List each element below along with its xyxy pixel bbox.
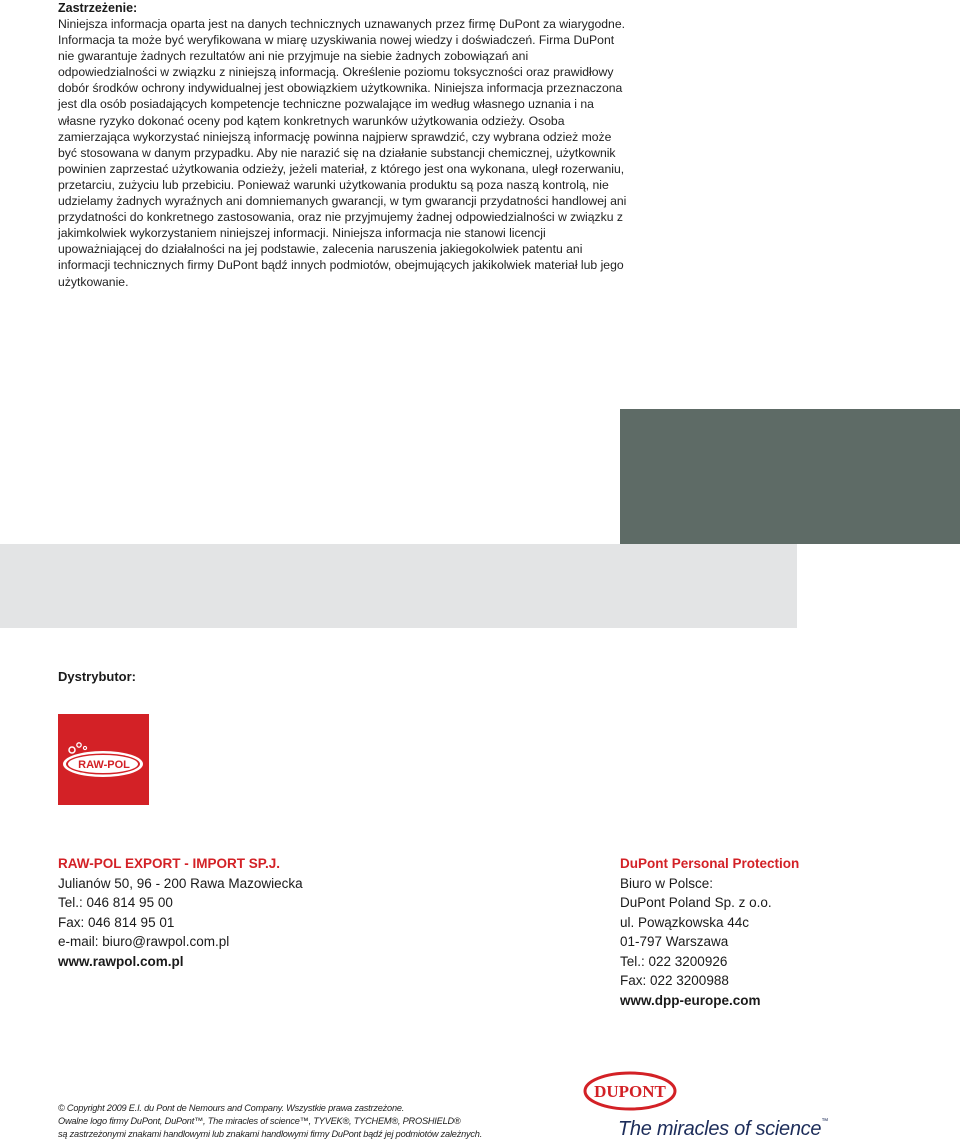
distributor-fax: Fax: 046 814 95 01 — [58, 914, 175, 930]
rawpol-logo-text: RAW-POL — [78, 759, 130, 771]
tagline-text: The miracles of science — [618, 1118, 822, 1140]
rawpol-logo-icon — [58, 714, 149, 805]
distributor-website-link[interactable]: www.rawpol.com.pl — [58, 953, 184, 969]
dupont-office-label: Biuro w Polsce: — [620, 875, 714, 891]
dupont-contact — [620, 854, 799, 1010]
disclaimer-section — [58, 0, 628, 290]
distributor-label: Dystrybutor: — [58, 669, 137, 684]
disclaimer-title: Zastrzeżenie: — [58, 1, 138, 15]
distributor-address — [58, 854, 303, 971]
copyright-line-3: są zastrzeżonymi znakami handlowymi lub znakami handlowymi firmy DuPont bądź jej podmiotów zależnych. — [58, 1129, 483, 1139]
dupont-street: ul. Powązkowska 44c — [620, 914, 750, 930]
dupont-company: DuPont Poland Sp. z o.o. — [620, 895, 772, 910]
copyright-notice — [58, 1102, 578, 1141]
disclaimer-body: Niniejsza informacja oparta jest na danych technicznych uznawanych przez firmę DuPont za wiarygodne. Informacja ta może być weryfikowana w miarę uzyskiwania nowej wiedzy i doświadczeń. Firma DuPont nie gwarantuje żadnych rezultatów ani nie przyjmuje na siebie żadnych zobowiązań ani odpowiedzialności w związku z niniejszą informacją. Określenie poziomu toksyczności oraz prawidłowy dobór środków ochrony indywidualnej jest obowiązkiem użytkownika. Niniejsza informacja przeznaczona jest dla osób posiadających kompetencje techniczne pozwalające im według własnego uznania i na własne ryzyko dokonać oceny pod kątem konkretnych warunków użytkowania odzieży. Osoba zamierzająca wykorzystać niniejszą informację powinna najpierw sprawdzić, czy wybrana odzież może być stosowana w danym przypadku. Aby nie narazić się na działanie substancji chemicznej, użytkownik powinien zaprzestać użytkowania odzieży, jeżeli materiał, z którego jest ona wykonana, uległ rozerwaniu, przetarciu, zużyciu lub przebiciu. Ponieważ warunki użytkowania produktu są poza naszą kontrolą, nie udzielamy żadnych wyraźnych ani domniemanych gwarancji, w tym gwarancji przydatności handlowej ani przydatności do konkretnego zastosowania, oraz nie przyjmujemy żadnej odpowiedzialności w związku z jakimkolwiek wykorzystaniem niniejszej informacji. Niniejsza informacja nie stanowi licencji upoważniającej do działalności na jej podstawie, zalecenia naruszenia jakiegokolwiek patentu ani informacji technicznych firmy DuPont bądź innych podmiotów, obejmujących jakikolwiek materiał lub jego użytkowanie. — [58, 17, 627, 289]
copyright-line-2: Owalne logo firmy DuPont, DuPont™, The miracles of science™, TYVEK®, TYCHEM®, PROSHIELD® — [58, 1116, 461, 1126]
dupont-website-link[interactable]: www.dpp-europe.com — [620, 992, 761, 1008]
distributor-street: Julianów 50, 96 - 200 Rawa Mazowiecka — [58, 875, 303, 891]
distributor-name: RAW-POL EXPORT - IMPORT SP.J. — [58, 856, 281, 871]
dupont-tel: Tel.: 022 3200926 — [620, 953, 728, 969]
dupont-fax: Fax: 022 3200988 — [620, 973, 729, 988]
copyright-line-1: © Copyright 2009 E.I. du Pont de Nemours and Company. Wszystkie prawa zastrzeżone. — [58, 1103, 405, 1113]
tagline-trademark: ™ — [821, 1118, 828, 1125]
dupont-logo-text: DUPONT — [594, 1082, 666, 1101]
dupont-oval-logo — [582, 1070, 682, 1117]
decorative-green-block — [620, 409, 960, 544]
tagline — [618, 1118, 828, 1141]
dupont-city: 01-797 Warszawa — [620, 934, 729, 949]
rawpol-logo — [58, 714, 149, 805]
distributor-tel: Tel.: 046 814 95 00 — [58, 895, 173, 910]
distributor-email[interactable]: e-mail: biuro@rawpol.com.pl — [58, 934, 230, 949]
dupont-contact-name: DuPont Personal Protection — [620, 856, 800, 871]
decorative-grey-band — [0, 544, 797, 628]
dupont-oval-icon — [582, 1070, 682, 1112]
